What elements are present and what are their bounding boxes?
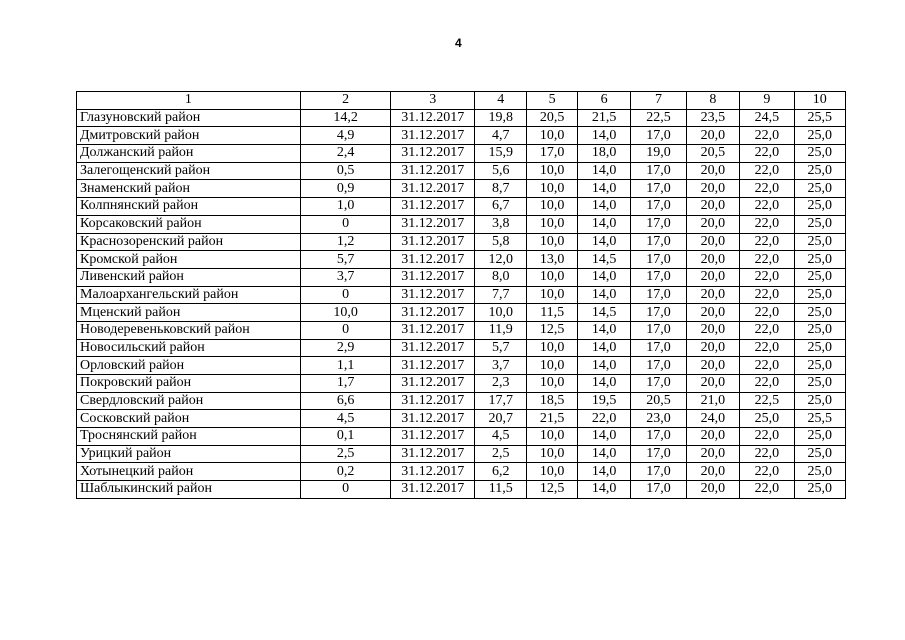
column-header: 3 xyxy=(391,92,475,110)
table-cell: 31.12.2017 xyxy=(391,162,475,180)
table-cell: 31.12.2017 xyxy=(391,268,475,286)
table-cell: 6,7 xyxy=(475,198,527,216)
table-cell: 14,0 xyxy=(577,428,630,446)
table-cell: 20,0 xyxy=(686,180,739,198)
table-cell: 14,0 xyxy=(577,127,630,145)
table-cell: 25,0 xyxy=(794,357,845,375)
table-cell: 17,0 xyxy=(631,127,686,145)
table-cell: 22,0 xyxy=(740,215,794,233)
table-cell: 3,7 xyxy=(475,357,527,375)
table-cell: 31.12.2017 xyxy=(391,109,475,127)
district-name-cell: Шаблыкинский район xyxy=(77,481,301,499)
table-cell: 23,0 xyxy=(631,410,686,428)
district-name-cell: Хотынецкий район xyxy=(77,463,301,481)
table-cell: 2,5 xyxy=(300,445,391,463)
table-cell: 22,0 xyxy=(740,180,794,198)
table-cell: 5,7 xyxy=(300,251,391,269)
table-cell: 31.12.2017 xyxy=(391,286,475,304)
table-cell: 20,0 xyxy=(686,321,739,339)
table-cell: 31.12.2017 xyxy=(391,392,475,410)
district-name-cell: Покровский район xyxy=(77,375,301,393)
table-cell: 22,0 xyxy=(740,321,794,339)
table-row xyxy=(77,304,846,322)
table-cell: 14,0 xyxy=(577,268,630,286)
table-cell: 19,0 xyxy=(631,145,686,163)
table-cell: 4,9 xyxy=(300,127,391,145)
table-row xyxy=(77,286,846,304)
table-cell: 13,0 xyxy=(527,251,577,269)
table-row xyxy=(77,251,846,269)
table-cell: 21,5 xyxy=(577,109,630,127)
district-name-cell: Должанский район xyxy=(77,145,301,163)
table-cell: 17,0 xyxy=(631,375,686,393)
table-cell: 17,0 xyxy=(631,180,686,198)
table-cell: 1,1 xyxy=(300,357,391,375)
table-row xyxy=(77,375,846,393)
table-cell: 31.12.2017 xyxy=(391,304,475,322)
table-cell: 17,0 xyxy=(631,428,686,446)
table-cell: 0,2 xyxy=(300,463,391,481)
table-cell: 31.12.2017 xyxy=(391,321,475,339)
table-cell: 17,0 xyxy=(631,463,686,481)
table-cell: 17,0 xyxy=(631,304,686,322)
table-cell: 19,8 xyxy=(475,109,527,127)
table-cell: 0,9 xyxy=(300,180,391,198)
table-cell: 25,0 xyxy=(794,375,845,393)
table-cell: 5,7 xyxy=(475,339,527,357)
table-row xyxy=(77,109,846,127)
table-cell: 17,0 xyxy=(631,251,686,269)
table-cell: 22,0 xyxy=(740,428,794,446)
table-cell: 25,0 xyxy=(794,445,845,463)
table-cell: 24,0 xyxy=(686,410,739,428)
table-row xyxy=(77,268,846,286)
table-cell: 17,0 xyxy=(631,339,686,357)
table-cell: 21,0 xyxy=(686,392,739,410)
table-cell: 22,0 xyxy=(740,251,794,269)
table-cell: 20,0 xyxy=(686,162,739,180)
district-name-cell: Троснянский район xyxy=(77,428,301,446)
table-cell: 22,0 xyxy=(577,410,630,428)
table-cell: 14,0 xyxy=(577,215,630,233)
table-cell: 14,0 xyxy=(577,233,630,251)
table-cell: 11,9 xyxy=(475,321,527,339)
table-cell: 8,0 xyxy=(475,268,527,286)
column-header: 2 xyxy=(300,92,391,110)
table-cell: 22,5 xyxy=(631,109,686,127)
district-name-cell: Знаменский район xyxy=(77,180,301,198)
table-cell: 20,0 xyxy=(686,251,739,269)
table-cell: 22,5 xyxy=(740,392,794,410)
table-cell: 14,0 xyxy=(577,463,630,481)
table-cell: 22,0 xyxy=(740,445,794,463)
table-cell: 0 xyxy=(300,215,391,233)
table-cell: 25,0 xyxy=(794,198,845,216)
table-cell: 25,0 xyxy=(794,127,845,145)
table-cell: 15,9 xyxy=(475,145,527,163)
table-cell: 2,4 xyxy=(300,145,391,163)
table-cell: 0 xyxy=(300,321,391,339)
table-cell: 22,0 xyxy=(740,286,794,304)
table-cell: 25,0 xyxy=(794,268,845,286)
table-cell: 6,2 xyxy=(475,463,527,481)
table-cell: 20,0 xyxy=(686,339,739,357)
table-cell: 20,0 xyxy=(686,481,739,499)
table-cell: 25,0 xyxy=(794,428,845,446)
table-cell: 25,0 xyxy=(794,339,845,357)
table-cell: 25,0 xyxy=(794,481,845,499)
table-cell: 31.12.2017 xyxy=(391,445,475,463)
table-cell: 18,0 xyxy=(577,145,630,163)
district-name-cell: Глазуновский район xyxy=(77,109,301,127)
table-cell: 10,0 xyxy=(527,162,577,180)
table-cell: 20,0 xyxy=(686,198,739,216)
table-cell: 0 xyxy=(300,481,391,499)
table-row xyxy=(77,321,846,339)
table-cell: 20,5 xyxy=(686,145,739,163)
table-row xyxy=(77,463,846,481)
table-cell: 14,0 xyxy=(577,162,630,180)
table-cell: 5,6 xyxy=(475,162,527,180)
table-cell: 10,0 xyxy=(527,268,577,286)
table-row xyxy=(77,145,846,163)
table-row xyxy=(77,198,846,216)
district-name-cell: Урицкий район xyxy=(77,445,301,463)
table-cell: 10,0 xyxy=(475,304,527,322)
table-row xyxy=(77,233,846,251)
district-name-cell: Малоархангельский район xyxy=(77,286,301,304)
district-name-cell: Дмитровский район xyxy=(77,127,301,145)
table-cell: 10,0 xyxy=(527,339,577,357)
table-cell: 14,0 xyxy=(577,198,630,216)
column-header: 1 xyxy=(77,92,301,110)
column-header: 4 xyxy=(475,92,527,110)
table-cell: 17,0 xyxy=(631,286,686,304)
table-cell: 17,0 xyxy=(631,268,686,286)
table-cell: 14,0 xyxy=(577,481,630,499)
table-row xyxy=(77,215,846,233)
district-name-cell: Колпнянский район xyxy=(77,198,301,216)
table-cell: 22,0 xyxy=(740,127,794,145)
table-cell: 20,7 xyxy=(475,410,527,428)
table-cell: 17,0 xyxy=(631,445,686,463)
table-cell: 20,0 xyxy=(686,428,739,446)
table-cell: 7,7 xyxy=(475,286,527,304)
column-header: 8 xyxy=(686,92,739,110)
table-cell: 14,0 xyxy=(577,357,630,375)
table-cell: 10,0 xyxy=(527,215,577,233)
table-cell: 10,0 xyxy=(527,375,577,393)
table-cell: 31.12.2017 xyxy=(391,410,475,428)
column-header: 7 xyxy=(631,92,686,110)
table-cell: 3,7 xyxy=(300,268,391,286)
table-cell: 20,0 xyxy=(686,127,739,145)
table-cell: 25,0 xyxy=(794,304,845,322)
table-cell: 19,5 xyxy=(577,392,630,410)
table-cell: 10,0 xyxy=(527,233,577,251)
table-cell: 20,0 xyxy=(686,233,739,251)
table-cell: 4,7 xyxy=(475,127,527,145)
table-cell: 0,5 xyxy=(300,162,391,180)
table-cell: 17,0 xyxy=(631,233,686,251)
table-cell: 17,0 xyxy=(631,198,686,216)
table-cell: 10,0 xyxy=(527,180,577,198)
table-row xyxy=(77,162,846,180)
table-cell: 4,5 xyxy=(475,428,527,446)
table-cell: 10,0 xyxy=(527,286,577,304)
table-cell: 14,2 xyxy=(300,109,391,127)
table-cell: 25,0 xyxy=(794,180,845,198)
table-cell: 20,0 xyxy=(686,268,739,286)
table-cell: 10,0 xyxy=(527,463,577,481)
table-cell: 5,8 xyxy=(475,233,527,251)
table-cell: 20,0 xyxy=(686,357,739,375)
district-name-cell: Краснозоренский район xyxy=(77,233,301,251)
table-cell: 14,0 xyxy=(577,339,630,357)
table-cell: 14,0 xyxy=(577,445,630,463)
table-cell: 25,5 xyxy=(794,109,845,127)
table-cell: 31.12.2017 xyxy=(391,233,475,251)
table-cell: 25,0 xyxy=(794,286,845,304)
table-row xyxy=(77,445,846,463)
column-header: 9 xyxy=(740,92,794,110)
table-cell: 17,0 xyxy=(527,145,577,163)
table-cell: 25,5 xyxy=(794,410,845,428)
table-cell: 20,5 xyxy=(631,392,686,410)
table-cell: 25,0 xyxy=(794,321,845,339)
table-row xyxy=(77,428,846,446)
table-cell: 20,0 xyxy=(686,215,739,233)
table-cell: 17,0 xyxy=(631,215,686,233)
table-cell: 20,0 xyxy=(686,463,739,481)
table-cell: 25,0 xyxy=(794,251,845,269)
table-cell: 0 xyxy=(300,286,391,304)
table-cell: 4,5 xyxy=(300,410,391,428)
table-cell: 22,0 xyxy=(740,481,794,499)
table-cell: 17,0 xyxy=(631,162,686,180)
table-cell: 31.12.2017 xyxy=(391,215,475,233)
table-cell: 11,5 xyxy=(475,481,527,499)
table-cell: 2,5 xyxy=(475,445,527,463)
table-cell: 31.12.2017 xyxy=(391,145,475,163)
table-cell: 22,0 xyxy=(740,357,794,375)
table-cell: 6,6 xyxy=(300,392,391,410)
table-header-row xyxy=(77,92,846,110)
district-data-table xyxy=(76,91,846,499)
table-cell: 22,0 xyxy=(740,162,794,180)
table-cell: 17,0 xyxy=(631,357,686,375)
table-cell: 22,0 xyxy=(740,198,794,216)
table-row xyxy=(77,410,846,428)
page-number: 4 xyxy=(455,36,462,50)
table-cell: 2,3 xyxy=(475,375,527,393)
table-cell: 14,5 xyxy=(577,304,630,322)
table-row xyxy=(77,127,846,145)
table-cell: 14,0 xyxy=(577,180,630,198)
district-name-cell: Кромской район xyxy=(77,251,301,269)
table-cell: 10,0 xyxy=(300,304,391,322)
table-cell: 31.12.2017 xyxy=(391,375,475,393)
table-cell: 23,5 xyxy=(686,109,739,127)
table-cell: 25,0 xyxy=(794,215,845,233)
table-cell: 22,0 xyxy=(740,304,794,322)
district-name-cell: Орловский район xyxy=(77,357,301,375)
table-cell: 31.12.2017 xyxy=(391,463,475,481)
table-cell: 18,5 xyxy=(527,392,577,410)
table-cell: 25,0 xyxy=(794,463,845,481)
table-cell: 31.12.2017 xyxy=(391,339,475,357)
table-row xyxy=(77,392,846,410)
district-name-cell: Свердловский район xyxy=(77,392,301,410)
table-cell: 10,0 xyxy=(527,445,577,463)
table-cell: 14,5 xyxy=(577,251,630,269)
table-cell: 10,0 xyxy=(527,428,577,446)
table-cell: 14,0 xyxy=(577,321,630,339)
table-cell: 14,0 xyxy=(577,375,630,393)
table-cell: 31.12.2017 xyxy=(391,357,475,375)
table-cell: 20,0 xyxy=(686,375,739,393)
district-name-cell: Новодеревеньковский район xyxy=(77,321,301,339)
table-cell: 22,0 xyxy=(740,233,794,251)
column-header: 6 xyxy=(577,92,630,110)
district-name-cell: Корсаковский район xyxy=(77,215,301,233)
table-cell: 12,5 xyxy=(527,321,577,339)
table-cell: 21,5 xyxy=(527,410,577,428)
table-row xyxy=(77,481,846,499)
table-row xyxy=(77,339,846,357)
table-cell: 25,0 xyxy=(794,145,845,163)
table-cell: 20,0 xyxy=(686,286,739,304)
table-cell: 10,0 xyxy=(527,198,577,216)
table-cell: 31.12.2017 xyxy=(391,428,475,446)
table-cell: 0,1 xyxy=(300,428,391,446)
table-cell: 8,7 xyxy=(475,180,527,198)
table-cell: 31.12.2017 xyxy=(391,198,475,216)
table-cell: 1,0 xyxy=(300,198,391,216)
table-cell: 17,7 xyxy=(475,392,527,410)
table-row xyxy=(77,357,846,375)
table-cell: 31.12.2017 xyxy=(391,481,475,499)
table-cell: 24,5 xyxy=(740,109,794,127)
table-cell: 31.12.2017 xyxy=(391,180,475,198)
table-cell: 22,0 xyxy=(740,375,794,393)
table-cell: 25,0 xyxy=(794,392,845,410)
table-cell: 3,8 xyxy=(475,215,527,233)
table-cell: 12,0 xyxy=(475,251,527,269)
table-cell: 20,0 xyxy=(686,304,739,322)
table-cell: 12,5 xyxy=(527,481,577,499)
column-header: 10 xyxy=(794,92,845,110)
table-cell: 17,0 xyxy=(631,481,686,499)
table-cell: 25,0 xyxy=(740,410,794,428)
district-name-cell: Сосковский район xyxy=(77,410,301,428)
table-cell: 25,0 xyxy=(794,162,845,180)
table-cell: 10,0 xyxy=(527,357,577,375)
table-cell: 10,0 xyxy=(527,127,577,145)
table-cell: 1,2 xyxy=(300,233,391,251)
table-cell: 22,0 xyxy=(740,268,794,286)
table-cell: 17,0 xyxy=(631,321,686,339)
table-cell: 22,0 xyxy=(740,145,794,163)
table-cell: 20,5 xyxy=(527,109,577,127)
table-cell: 14,0 xyxy=(577,286,630,304)
table-cell: 22,0 xyxy=(740,463,794,481)
district-name-cell: Мценский район xyxy=(77,304,301,322)
table-cell: 11,5 xyxy=(527,304,577,322)
district-name-cell: Залегощенский район xyxy=(77,162,301,180)
table-cell: 25,0 xyxy=(794,233,845,251)
table-cell: 31.12.2017 xyxy=(391,251,475,269)
table-cell: 2,9 xyxy=(300,339,391,357)
table-body xyxy=(77,109,846,498)
table-cell: 22,0 xyxy=(740,339,794,357)
table-cell: 20,0 xyxy=(686,445,739,463)
table-cell: 31.12.2017 xyxy=(391,127,475,145)
column-header: 5 xyxy=(527,92,577,110)
table-cell: 1,7 xyxy=(300,375,391,393)
district-name-cell: Новосильский район xyxy=(77,339,301,357)
table-row xyxy=(77,180,846,198)
district-name-cell: Ливенский район xyxy=(77,268,301,286)
